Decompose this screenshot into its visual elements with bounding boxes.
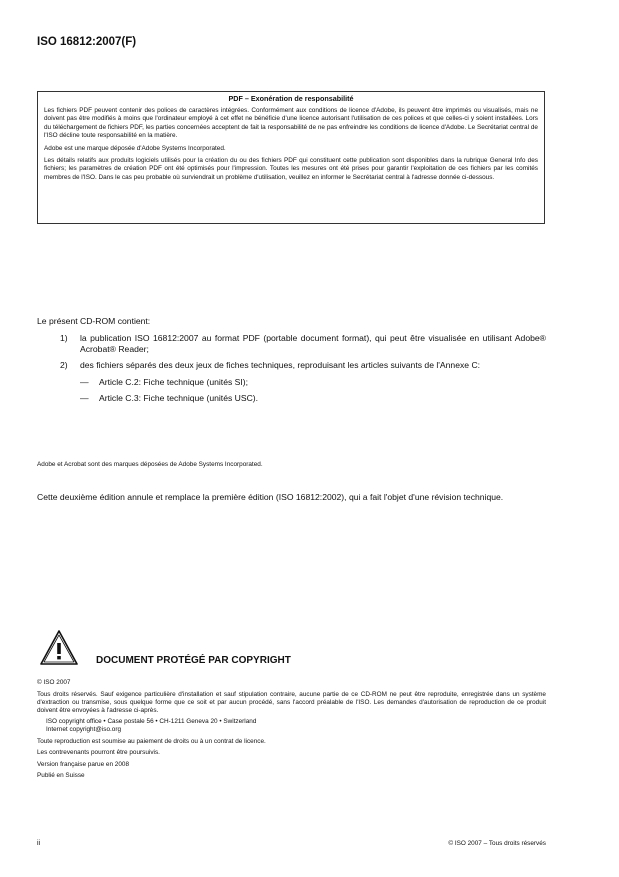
sub-list-item	[60, 377, 546, 388]
list-item-number: 1)	[60, 333, 68, 343]
list-item-text: des fichiers séparés des deux jeux de fiches techniques, reproduisant les articles suivants de l'Annexe C:	[80, 360, 481, 370]
warning-triangle-icon	[39, 629, 79, 667]
copyright-line: Les contrevenants pourront être poursuivis.	[37, 749, 160, 756]
sub-list-item	[60, 393, 546, 404]
trademark-note: Adobe et Acrobat sont des marques déposées de Adobe Systems Incorporated.	[37, 461, 263, 468]
sub-list-item-text: Article C.3: Fiche technique (unités USC).	[99, 393, 259, 403]
document-id-header: ISO 16812:2007(F)	[37, 36, 137, 48]
copyright-block	[37, 679, 546, 784]
list-item	[60, 333, 546, 354]
copyright-line: Publié en Suisse	[37, 772, 85, 779]
disclaimer-title: PDF – Exonération de responsabilité	[228, 94, 354, 103]
pdf-disclaimer-box	[37, 91, 545, 224]
dash-bullet: —	[80, 376, 89, 387]
cdrom-contents-list	[60, 333, 546, 410]
edition-note: Cette deuxième édition annule et remplace la première édition (ISO 16812:2002), qui a fait l'objet d'une révision technique.	[37, 492, 504, 502]
address-block	[37, 718, 546, 734]
list-item-number: 2)	[60, 360, 68, 370]
copyright-notice: © ISO 2007	[37, 679, 71, 686]
sub-list-item-text: Article C.2: Fiche technique (unités SI);	[99, 376, 249, 387]
list-item	[60, 360, 546, 371]
list-item-text: la publication ISO 16812:2007 au format PDF (portable document format), qui peut être visualisée en utilisant Adobe® Acrobat® Reader;	[80, 333, 546, 354]
internet-address: Internet copyright@iso.org	[46, 726, 122, 733]
address-line: ISO copyright office • Case postale 56 • CH-1211 Geneva 20 • Switzerland	[46, 718, 257, 725]
page-number: ii	[37, 840, 41, 847]
disclaimer-paragraph: Les détails relatifs aux produits logiciels utilisés pour la création du ou des fichiers PDF qui constituent cette publication sont disponibles dans la rubrique General Info des fichiers; les paramètres de création PDF ont été optimisés pour l'impression. Toutes les mesures ont été prises pour garantir l'exploitation de ces fichiers par les comités membres de l'ISO. Dans le cas peu probable où surviendrait un problème d'utilisation, veuillez en informer le Secrétariat central à l'adresse donnée ci-dessous.	[44, 157, 538, 181]
cdrom-intro: Le présent CD-ROM contient:	[37, 316, 151, 326]
dash-bullet: —	[80, 393, 89, 403]
disclaimer-paragraph: Les fichiers PDF peuvent contenir des polices de caractères intégrées. Conformément aux conditions de licence d'Adobe, ils peuvent être imprimés ou visualisés, mais ne doivent pas être modifiés à moins que l'ordinateur employé à cet effet ne bénéficie d'une licence autorisant l'utilisation de ces polices et que celles-ci y soient installées. Lors du téléchargement de fichiers PDF, les parties concernées acceptent de fait la responsabilité de ne pas enfreindre les conditions de licence d'Adobe. Le Secrétariat central de l'ISO décline toute responsabilité en la matière.	[44, 107, 538, 139]
footer-copyright: © ISO 2007 – Tous droits réservés	[448, 840, 546, 847]
copyright-title: DOCUMENT PROTÉGÉ PAR COPYRIGHT	[96, 655, 291, 666]
copyright-line: Toute reproduction est soumise au paiement de droits ou à un contrat de licence.	[37, 737, 266, 745]
rights-statement: Tous droits réservés. Sauf exigence particulière d'installation et sauf stipulation contraire, aucune partie de ce CD-ROM ne peut être reproduite, enregistrée dans un système d'extraction ou transmise, sous quelque forme que ce soit et par aucun procédé, sans l'accord préalable de l'ISO. Les demandes d'autorisation de reproduction de ce produit doivent être envoyées à l'adresse ci-après.	[37, 690, 546, 714]
disclaimer-paragraph: Adobe est une marque déposée d'Adobe Systems Incorporated.	[44, 144, 226, 152]
copyright-line: Version française parue en 2008	[37, 760, 130, 768]
